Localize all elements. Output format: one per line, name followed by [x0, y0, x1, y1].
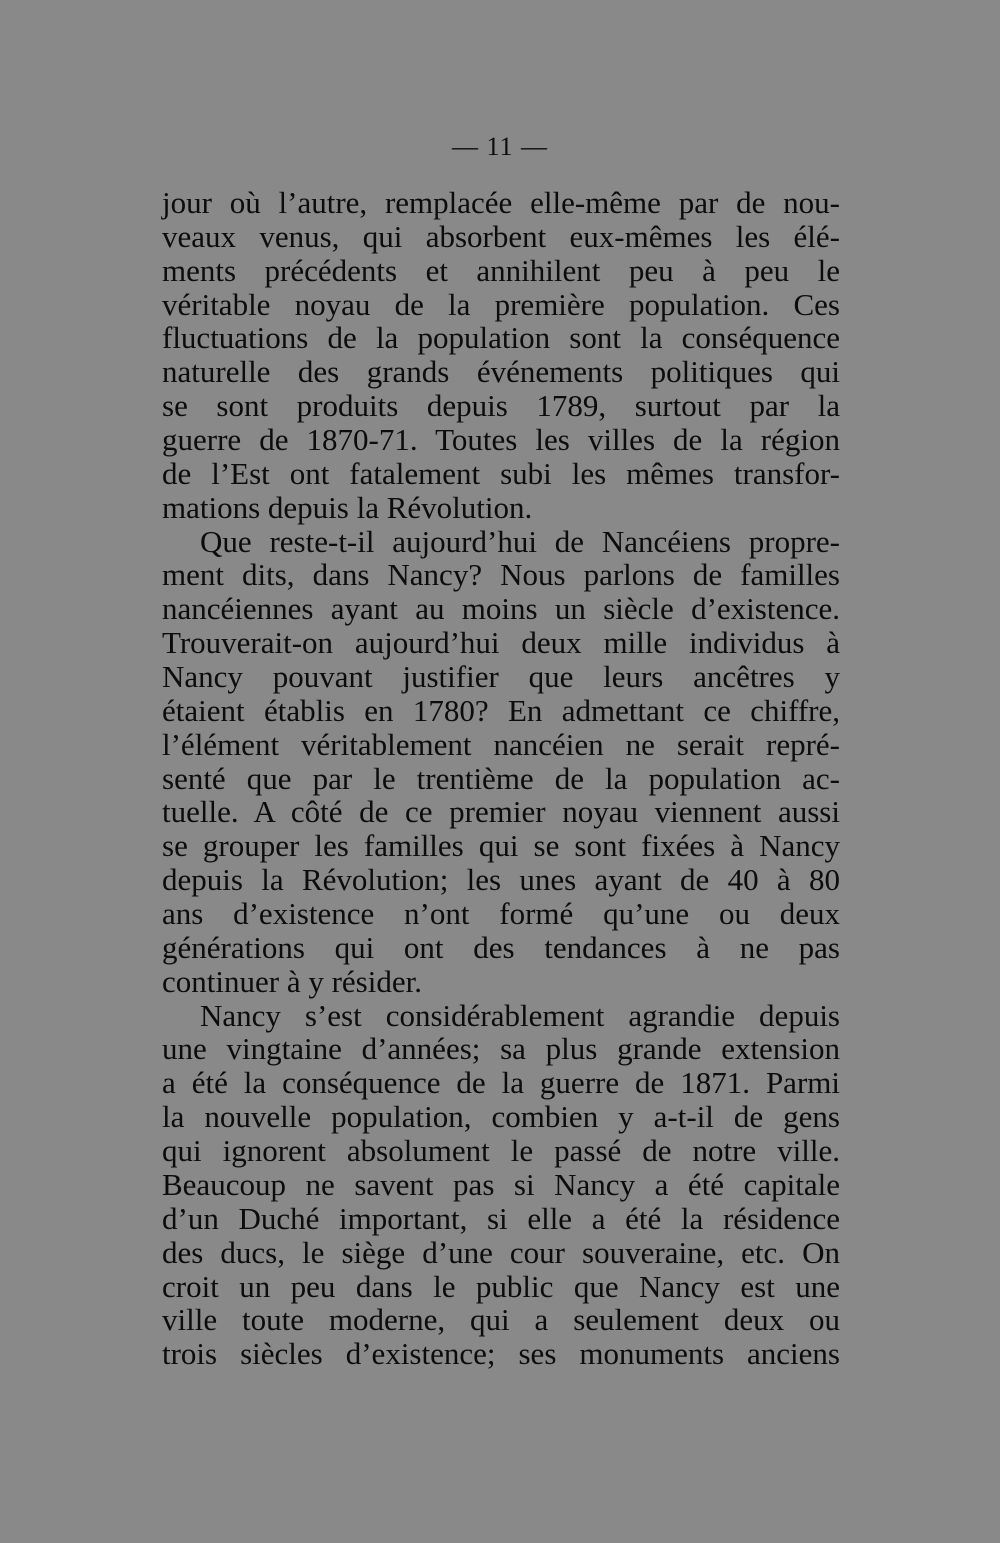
text-line: guerre de 1870-71. Toutes les villes de la région	[162, 422, 840, 458]
text-line: jour où l’autre, remplacée elle-même par de nou-	[162, 185, 840, 220]
text-line: naturelle des grands événements politiques qui	[162, 354, 840, 390]
text-line: nancéiennes ayant au moins un siècle d’existence.	[162, 591, 840, 627]
text-line: tuelle. A côté de ce premier noyau viennent aussi	[162, 794, 840, 830]
text-line: ments précédents et annihilent peu à peu le	[162, 252, 840, 288]
text-line: mations depuis la Révolution.	[162, 489, 533, 525]
text-line: senté que par le trentième de la population ac-	[162, 760, 840, 796]
text-line: qui ignorent absolument le passé de notre ville.	[162, 1133, 840, 1169]
text-line: Nancy s’est considérablement agrandie depuis	[200, 997, 840, 1033]
text-line: se grouper les familles qui se sont fixées à Nancy	[162, 828, 840, 864]
text-line: depuis la Révolution; les unes ayant de 40 à 80	[162, 862, 840, 898]
paragraph-2	[162, 525, 840, 999]
text-line: une vingtaine d’années; sa plus grande extension	[162, 1031, 840, 1067]
text-line: continuer à y résider.	[162, 963, 422, 999]
text-line: Trouverait-on aujourd’hui deux mille individus à	[162, 625, 840, 661]
text-line: Nancy pouvant justifier que leurs ancêtres y	[162, 659, 840, 695]
paragraph-1	[162, 186, 840, 525]
text-line: croit un peu dans le public que Nancy est une	[162, 1268, 840, 1304]
text-line: d’un Duché important, si elle a été la résidence	[162, 1200, 840, 1236]
text-line: l’élément véritablement nancéien ne serait repré-	[162, 726, 840, 762]
body-text	[162, 186, 840, 1371]
text-line: générations qui ont des tendances à ne pas	[162, 929, 840, 965]
text-line: se sont produits depuis 1789, surtout par la	[162, 388, 840, 424]
page-number: — 11 —	[451, 132, 549, 161]
text-line: la nouvelle population, combien y a-t-il de gens	[162, 1099, 840, 1135]
paragraph-3	[162, 999, 840, 1371]
text-line: Que reste-t-il aujourd’hui de Nancéiens propre-	[200, 523, 840, 559]
text-line: ans d’existence n’ont formé qu’une ou deux	[162, 896, 840, 932]
text-line: de l’Est ont fatalement subi les mêmes transfor-	[162, 455, 840, 491]
text-line: des ducs, le siège d’une cour souveraine, etc. On	[162, 1234, 840, 1270]
text-line: véritable noyau de la première population. Ces	[162, 286, 840, 322]
text-line: Beaucoup ne savent pas si Nancy a été capitale	[162, 1166, 840, 1202]
text-line: étaient établis en 1780? En admettant ce chiffre,	[162, 692, 840, 728]
text-line: ment dits, dans Nancy? Nous parlons de familles	[162, 557, 840, 593]
text-line: fluctuations de la population sont la conséquence	[162, 320, 840, 356]
text-line: veaux venus, qui absorbent eux-mêmes les élé-	[162, 218, 840, 254]
text-line: a été la conséquence de la guerre de 1871. Parmi	[162, 1065, 840, 1101]
text-line: trois siècles d’existence; ses monuments anciens	[162, 1336, 840, 1372]
text-line: ville toute moderne, qui a seulement deux ou	[162, 1302, 840, 1338]
